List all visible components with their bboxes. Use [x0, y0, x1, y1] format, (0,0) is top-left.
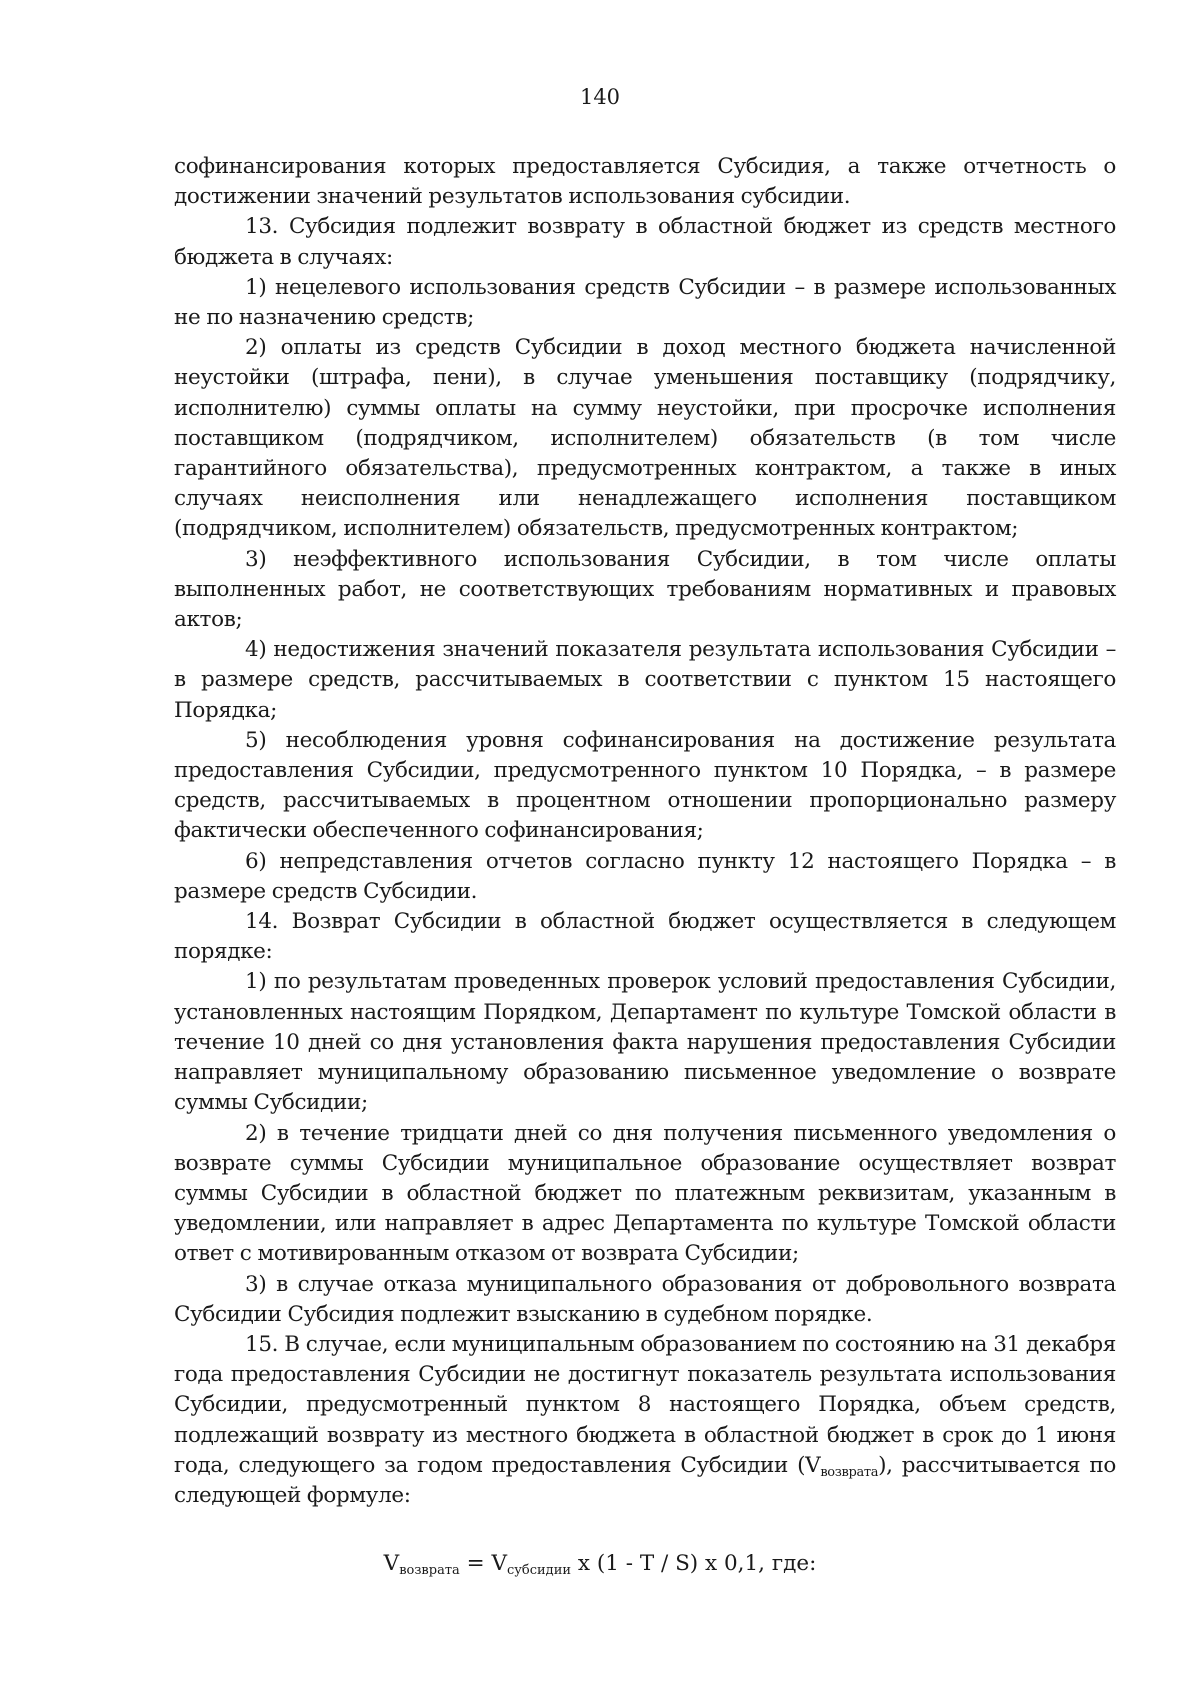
paragraph: 1) по результатам проведенных проверок условий предоставления Субсидии, установленных настоящим Порядком, Департамент по культуре Томской области в течение 10 дней со дня установления факта нарушения предоставления Субсидии направляет муниципальному образованию письменное уведомление о возврате суммы Субсидии;	[174, 969, 1116, 1116]
subscript-return: возврата	[820, 1464, 879, 1480]
formula-sub-return: возврата	[399, 1563, 460, 1578]
paragraph: 5) несоблюдения уровня софинансирования на достижение результата предоставления Субсидии, предусмотренного пунктом 10 Порядка, – в размере средств, рассчитываемых в процентном отношении пропорционально размеру фактически обеспеченного софинансирования;	[174, 727, 1116, 844]
page-number: 140	[579, 85, 621, 109]
formula-equals-v: = V	[459, 1551, 507, 1576]
formula-sub-subsidy: субсидии	[506, 1563, 572, 1578]
paragraph: софинансирования которых предоставляется Субсидия, а также отчетность о достижении значений результатов использования субсидии.	[174, 154, 1116, 210]
formula-v-return: V	[383, 1551, 400, 1576]
paragraph: 4) недостижения значений показателя результата использования Субсидии – в размере средств, рассчитываемых в соответствии с пунктом 15 настоящего Порядка;	[174, 637, 1116, 723]
paragraph: 3) в случае отказа муниципального образования от добровольного возврата Субсидии Субсидия подлежит взысканию в судебном порядке.	[174, 1271, 1116, 1327]
paragraph: 2) в течение тридцати дней со дня получения письменного уведомления о возврате суммы Субсидии муниципальное образование осуществляет возврат суммы Субсидии в областной бюджет по платежным реквизитам, указанным в уведомлении, или направляет в адрес Департамента по культуре Томской области ответ с мотивированным отказом от возврата Субсидии;	[174, 1120, 1116, 1267]
formula	[0, 1548, 1200, 1580]
paragraph-15	[174, 1330, 1116, 1511]
paragraph-15-text-after: ), рассчитывается по следующей формуле:	[174, 1452, 1117, 1508]
paragraph: 13. Субсидия подлежит возврату в областной бюджет из средств местного бюджета в случаях:	[174, 214, 1116, 270]
document-body	[174, 152, 1116, 1511]
paragraph: 6) непредставления отчетов согласно пункту 12 настоящего Порядка – в размере средств Субсидии.	[174, 848, 1116, 904]
formula-rest: x (1 - T / S) x 0,1, где:	[571, 1551, 817, 1576]
paragraph: 3) неэффективного использования Субсидии, в том числе оплаты выполненных работ, не соответствующих требованиям нормативных и правовых актов;	[174, 546, 1116, 633]
paragraph-15-text-before: 15. В случае, если муниципальным образованием по состоянию на 31 декабря года предоставления Субсидии не достигнут показатель результата использования Субсидии, предусмотренный пунктом 8 настоящего Порядка, объем средств, подлежащий возврату из местного бюджета в областной бюджет в срок до 1 июня года, следующего за годом предоставления Субсидии (V	[174, 1331, 1116, 1478]
paragraph: 14. Возврат Субсидии в областной бюджет осуществляется в следующем порядке:	[174, 909, 1116, 965]
paragraph: 1) нецелевого использования средств Субсидии – в размере использованных не по назначению средств;	[174, 274, 1116, 331]
paragraph: 2) оплаты из средств Субсидии в доход местного бюджета начисленной неустойки (штрафа, пени), в случае уменьшения поставщику (подрядчику, исполнителю) суммы оплаты на сумму неустойки, при просрочке исполнения поставщиком (подрядчиком, исполнителем) обязательств (в том числе гарантийного обязательства), предусмотренных контрактом, а также в иных случаях неисполнения или ненадлежащего исполнения поставщиком (подрядчиком, исполнителем) обязательств, предусмотренных контрактом;	[174, 335, 1116, 542]
